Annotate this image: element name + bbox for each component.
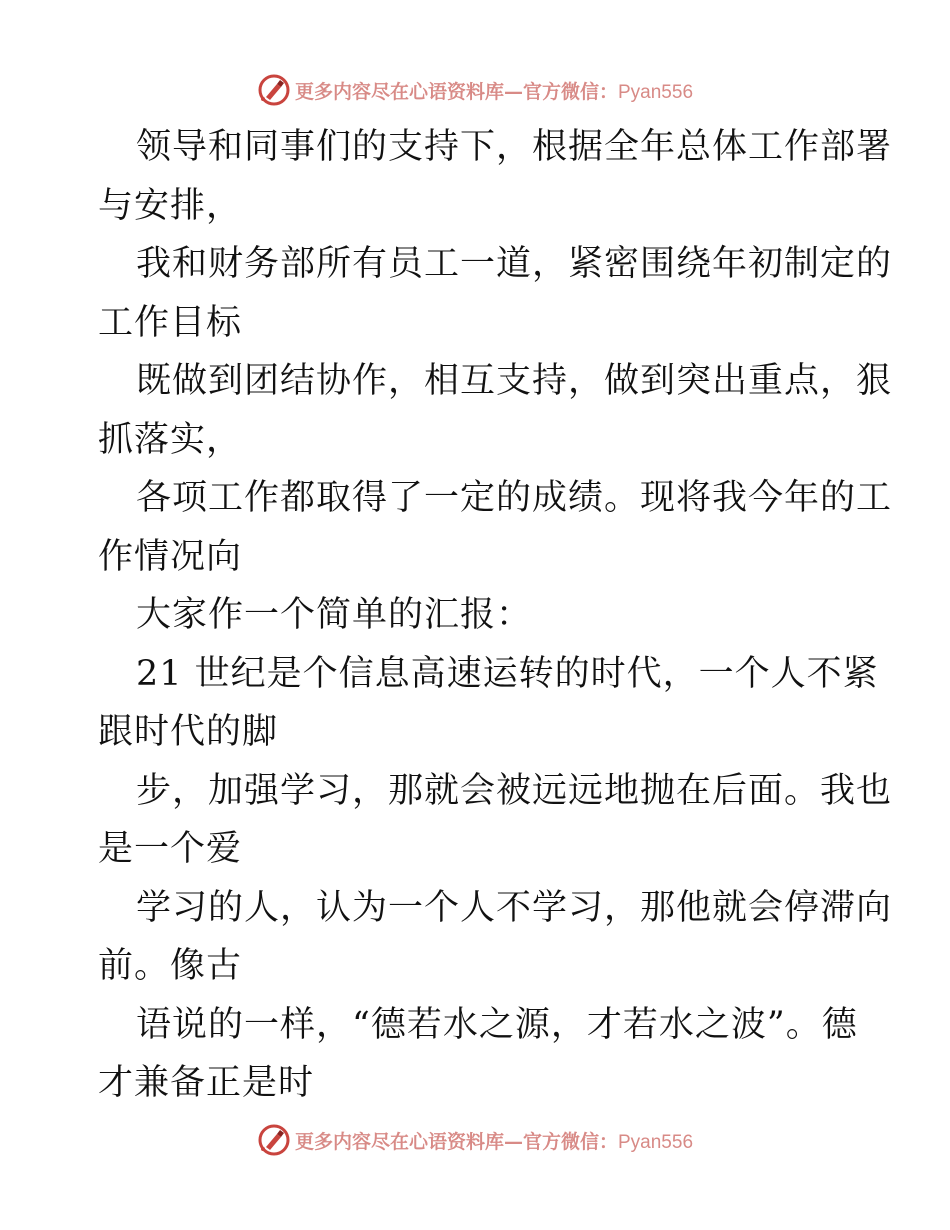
body-line: 语说的一样，“德若水之源，才若水之波”。德 bbox=[136, 1004, 858, 1045]
header-banner-text: 更多内容尽在心语资料库—官方微信：Pyan556 bbox=[294, 80, 694, 103]
pen-logo-icon bbox=[257, 73, 291, 107]
body-line: 既做到团结协作，相互支持，做到突出重点，狠 bbox=[136, 361, 893, 401]
body-line: 各项工作都取得了一定的成绩。现将我今年的工 bbox=[136, 478, 893, 518]
body-line: 与安排， bbox=[98, 185, 243, 226]
pen-logo-icon bbox=[257, 1123, 291, 1157]
body-line: 领导和同事们的支持下，根据全年总体工作部署 bbox=[136, 127, 893, 167]
body-line: 才兼备正是时 bbox=[98, 1063, 315, 1103]
body-line: 是一个爱 bbox=[98, 829, 243, 869]
body-line: 学习的人，认为一个人不学习，那他就会停滞向 bbox=[136, 887, 893, 928]
body-line: 工作目标 bbox=[98, 302, 243, 343]
body-text bbox=[98, 118, 893, 1113]
body-line: 我和财务部所有员工一道，紧密围绕年初制定的 bbox=[136, 244, 893, 284]
body-line: 跟时代的脚 bbox=[98, 712, 279, 752]
footer-banner bbox=[0, 1120, 950, 1160]
body-line: 作情况向 bbox=[98, 536, 243, 577]
body-line: 21 世纪是个信息高速运转的时代，一个人不紧 bbox=[136, 653, 879, 694]
footer-wechat-id: Pyan556 bbox=[618, 1131, 694, 1153]
body-line: 前。像古 bbox=[98, 946, 243, 986]
footer-banner-text: 更多内容尽在心语资料库—官方微信：Pyan556 bbox=[294, 1130, 694, 1153]
header-wechat-id: Pyan556 bbox=[618, 81, 694, 103]
header-banner bbox=[0, 70, 950, 110]
body-line: 抓落实， bbox=[98, 419, 243, 460]
body-line: 大家作一个简单的汇报： bbox=[136, 595, 533, 635]
body-line: 步，加强学习，那就会被远远地抛在后面。我也 bbox=[136, 770, 893, 811]
